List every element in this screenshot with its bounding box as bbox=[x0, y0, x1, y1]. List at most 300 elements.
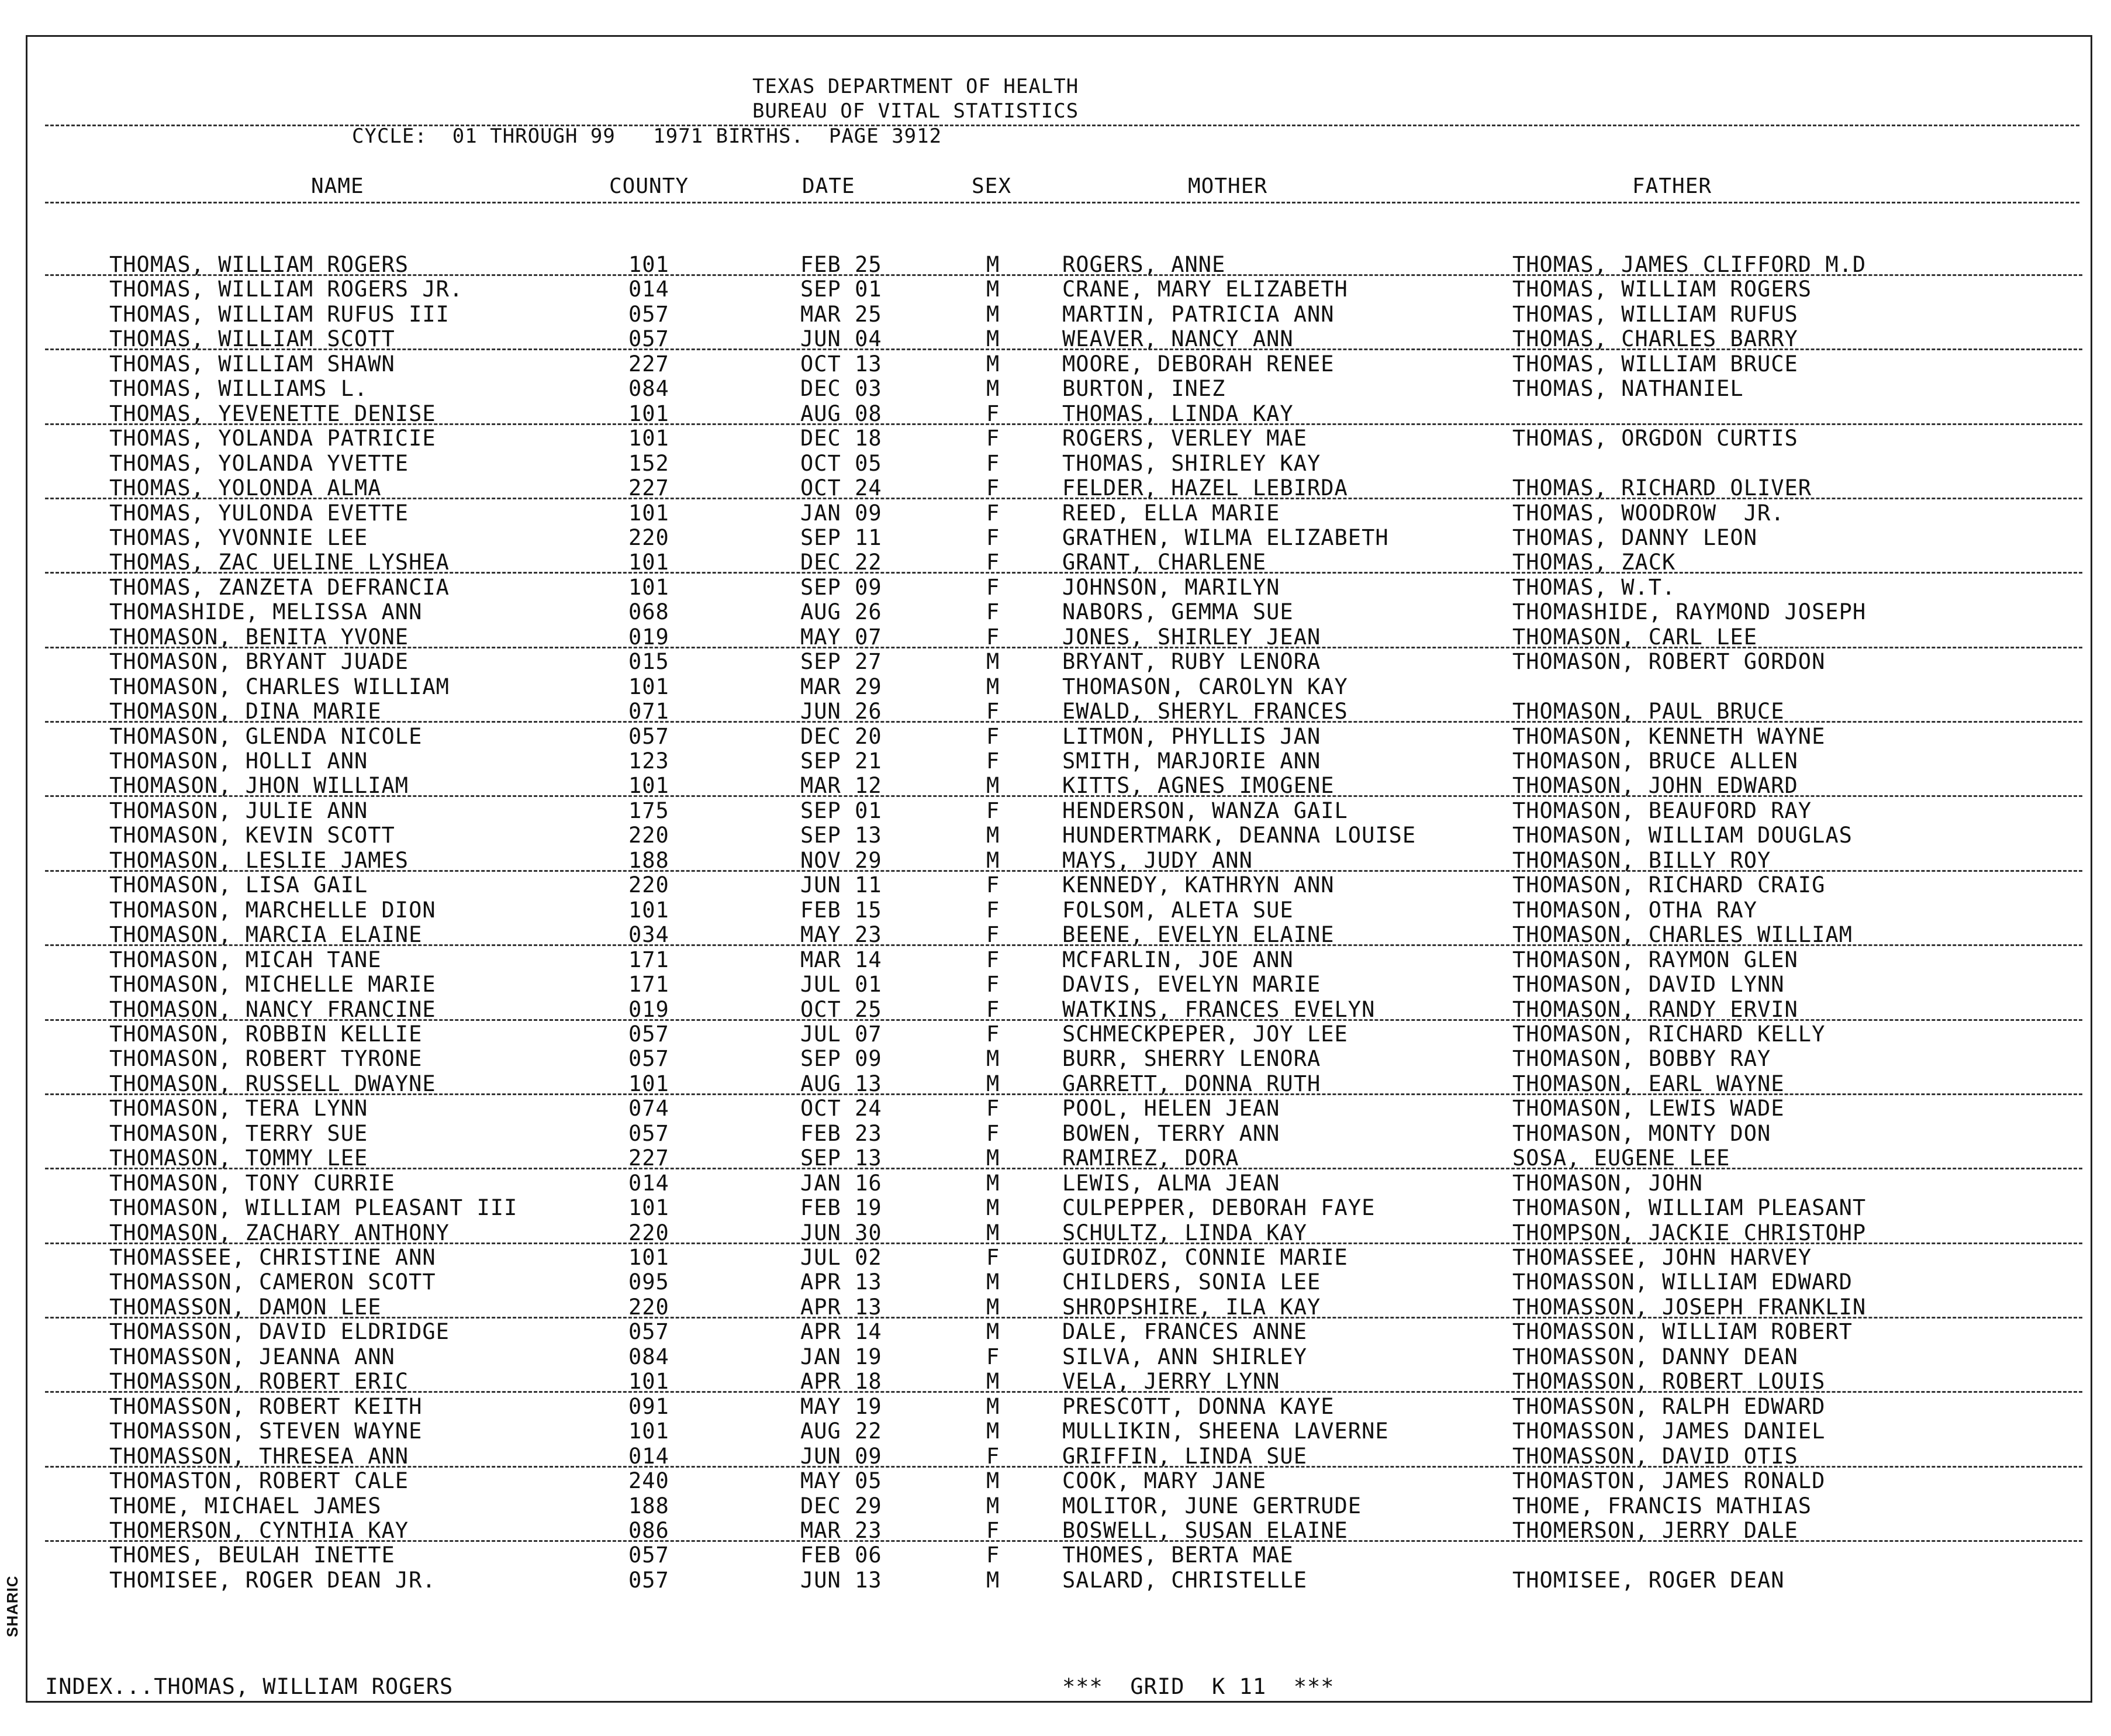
cell-mother: EWALD, SHERYL FRANCES bbox=[1062, 699, 1348, 724]
cell-sex: M bbox=[986, 1493, 1000, 1518]
table-row bbox=[27, 750, 2094, 774]
cell-sex: F bbox=[986, 972, 1000, 998]
record-sheet bbox=[26, 35, 2092, 1703]
cell-county: 086 bbox=[628, 1517, 669, 1543]
cell-date: JUN 26 bbox=[800, 699, 882, 724]
cell-mother: BOSWELL, SUSAN ELAINE bbox=[1062, 1517, 1348, 1543]
cell-county: 220 bbox=[628, 1294, 669, 1320]
cell-name: THOMAS, WILLIAM SHAWN bbox=[109, 351, 395, 377]
cell-father: THOMASSON, WILLIAM ROBERT bbox=[1512, 1319, 1853, 1345]
cell-date: JUN 30 bbox=[800, 1220, 882, 1245]
cell-name: THOMAS, YULONDA EVETTE bbox=[109, 500, 409, 526]
cell-date: FEB 15 bbox=[800, 897, 882, 923]
cell-name: THOMASON, TERA LYNN bbox=[109, 1096, 368, 1121]
cell-name: THOMASON, HOLLI ANN bbox=[109, 748, 368, 774]
cell-father: THOMASSON, JOSEPH FRANKLIN bbox=[1512, 1294, 1867, 1320]
cell-date: JUN 13 bbox=[800, 1567, 882, 1593]
cell-date: DEC 22 bbox=[800, 550, 882, 575]
table-row bbox=[27, 1147, 2094, 1171]
cell-father: THOMAS, DANNY LEON bbox=[1512, 524, 1757, 550]
cell-father: THOMASSEE, JOHN HARVEY bbox=[1512, 1245, 1812, 1270]
cell-date: MAR 12 bbox=[800, 773, 882, 799]
cell-county: 084 bbox=[628, 376, 669, 402]
cell-mother: CULPEPPER, DEBORAH FAYE bbox=[1062, 1195, 1376, 1221]
cell-date: JUL 01 bbox=[800, 972, 882, 998]
cell-sex: F bbox=[986, 500, 1000, 526]
cell-mother: RAMIREZ, DORA bbox=[1062, 1145, 1239, 1171]
cell-father: THOMPSON, JACKIE CHRISTOHP bbox=[1512, 1220, 1867, 1245]
cell-mother: MARTIN, PATRICIA ANN bbox=[1062, 301, 1335, 327]
cell-date: FEB 19 bbox=[800, 1195, 882, 1221]
cell-county: 220 bbox=[628, 524, 669, 550]
column-header-county: COUNTY bbox=[609, 174, 689, 198]
cell-mother: SCHULTZ, LINDA KAY bbox=[1062, 1220, 1307, 1245]
cell-date: OCT 24 bbox=[800, 1096, 882, 1121]
cell-county: 057 bbox=[628, 1542, 669, 1568]
table-row bbox=[27, 799, 2094, 824]
cell-name: THOMASON, MICHELLE MARIE bbox=[109, 972, 436, 998]
cell-county: 188 bbox=[628, 1493, 669, 1518]
table-row bbox=[27, 253, 2094, 278]
table-row bbox=[27, 1271, 2094, 1295]
cell-father: THOMASON, KENNETH WAYNE bbox=[1512, 723, 1826, 749]
cell-date: AUG 08 bbox=[800, 401, 882, 426]
cell-mother: SHROPSHIRE, ILA KAY bbox=[1062, 1294, 1321, 1320]
cell-date: DEC 20 bbox=[800, 723, 882, 749]
table-row bbox=[27, 477, 2094, 501]
cell-county: 015 bbox=[628, 649, 669, 675]
table-row bbox=[27, 1544, 2094, 1568]
cell-name: THOMASON, KEVIN SCOTT bbox=[109, 823, 395, 848]
cell-date: OCT 25 bbox=[800, 996, 882, 1022]
cell-name: THOMASON, TONY CURRIE bbox=[109, 1170, 395, 1196]
cell-father: THOMASSON, WILLIAM EDWARD bbox=[1512, 1269, 1853, 1295]
cell-sex: M bbox=[986, 649, 1000, 675]
cell-mother: THOMASON, CAROLYN KAY bbox=[1062, 674, 1348, 699]
table-row bbox=[27, 1072, 2094, 1097]
table-row bbox=[27, 1097, 2094, 1121]
cell-date: NOV 29 bbox=[800, 847, 882, 873]
cell-county: 220 bbox=[628, 872, 669, 898]
cell-sex: F bbox=[986, 1542, 1000, 1568]
cell-name: THOMAS, YOLONDA ALMA bbox=[109, 475, 382, 501]
cell-county: 101 bbox=[628, 574, 669, 600]
cell-mother: POOL, HELEN JEAN bbox=[1062, 1096, 1280, 1121]
table-row bbox=[27, 576, 2094, 600]
column-header-divider bbox=[45, 202, 2079, 203]
cell-father: THOMASSON, DANNY DEAN bbox=[1512, 1344, 1798, 1369]
cell-father: THOMASON, WILLIAM PLEASANT bbox=[1512, 1195, 1867, 1221]
cell-date: SEP 27 bbox=[800, 649, 882, 675]
cell-name: THOME, MICHAEL JAMES bbox=[109, 1493, 382, 1518]
column-header-name: NAME bbox=[311, 174, 364, 198]
cell-sex: M bbox=[986, 1393, 1000, 1419]
cell-father: THOMASON, LEWIS WADE bbox=[1512, 1096, 1785, 1121]
cell-date: JUN 09 bbox=[800, 1443, 882, 1469]
cell-county: 227 bbox=[628, 351, 669, 377]
cell-date: APR 14 bbox=[800, 1319, 882, 1345]
cell-sex: M bbox=[986, 674, 1000, 699]
cell-name: THOMASON, TERRY SUE bbox=[109, 1120, 368, 1146]
cell-date: DEC 29 bbox=[800, 1493, 882, 1518]
cell-name: THOMAS, WILLIAMS L. bbox=[109, 376, 368, 402]
cell-county: 057 bbox=[628, 326, 669, 352]
cell-county: 057 bbox=[628, 1567, 669, 1593]
cell-sex: M bbox=[986, 1294, 1000, 1320]
cell-county: 019 bbox=[628, 996, 669, 1022]
cell-name: THOMASON, NANCY FRANCINE bbox=[109, 996, 436, 1022]
cell-mother: SCHMECKPEPER, JOY LEE bbox=[1062, 1021, 1348, 1047]
table-row bbox=[27, 874, 2094, 898]
cell-father: THOMERSON, JERRY DALE bbox=[1512, 1517, 1798, 1543]
cell-sex: F bbox=[986, 1517, 1000, 1543]
cell-father: THOMASON, BILLY ROY bbox=[1512, 847, 1771, 873]
cell-date: MAR 14 bbox=[800, 947, 882, 972]
cell-sex: F bbox=[986, 1344, 1000, 1369]
cell-sex: M bbox=[986, 1170, 1000, 1196]
cell-sex: F bbox=[986, 1245, 1000, 1270]
cell-date: AUG 22 bbox=[800, 1419, 882, 1444]
cell-sex: M bbox=[986, 1195, 1000, 1221]
cell-sex: M bbox=[986, 1567, 1000, 1593]
cell-date: JUN 11 bbox=[800, 872, 882, 898]
table-row bbox=[27, 1047, 2094, 1072]
cell-father: THOMAS, ORGDON CURTIS bbox=[1512, 426, 1798, 451]
cell-father: THOMAS, WOODROW JR. bbox=[1512, 500, 1785, 526]
cell-date: JAN 16 bbox=[800, 1170, 882, 1196]
header-subtitle: BUREAU OF VITAL STATISTICS bbox=[752, 99, 1079, 123]
cell-mother: WEAVER, NANCY ANN bbox=[1062, 326, 1294, 352]
cell-father: THOMASON, EARL WAYNE bbox=[1512, 1071, 1785, 1096]
cell-county: 227 bbox=[628, 475, 669, 501]
table-row bbox=[27, 774, 2094, 799]
cell-county: 057 bbox=[628, 1021, 669, 1047]
table-row bbox=[27, 1221, 2094, 1246]
cell-date: SEP 13 bbox=[800, 1145, 882, 1171]
cell-date: SEP 09 bbox=[800, 1046, 882, 1072]
cell-sex: F bbox=[986, 872, 1000, 898]
cell-mother: LITMON, PHYLLIS JAN bbox=[1062, 723, 1321, 749]
table-row bbox=[27, 1420, 2094, 1444]
cell-county: 071 bbox=[628, 699, 669, 724]
table-row bbox=[27, 502, 2094, 526]
cell-sex: M bbox=[986, 1468, 1000, 1494]
table-row bbox=[27, 626, 2094, 650]
table-row bbox=[27, 849, 2094, 874]
cell-county: 057 bbox=[628, 1046, 669, 1072]
cell-sex: F bbox=[986, 401, 1000, 426]
cell-sex: F bbox=[986, 897, 1000, 923]
cell-sex: F bbox=[986, 550, 1000, 575]
cell-date: MAR 29 bbox=[800, 674, 882, 699]
cell-father: THOMASSON, ROBERT LOUIS bbox=[1512, 1369, 1826, 1395]
cell-sex: F bbox=[986, 624, 1000, 650]
cell-county: 057 bbox=[628, 301, 669, 327]
cell-county: 014 bbox=[628, 1443, 669, 1469]
cell-county: 188 bbox=[628, 847, 669, 873]
cell-county: 057 bbox=[628, 1120, 669, 1146]
table-row bbox=[27, 998, 2094, 1023]
header-title: TEXAS DEPARTMENT OF HEALTH bbox=[752, 75, 1079, 98]
cell-sex: M bbox=[986, 301, 1000, 327]
cell-mother: LEWIS, ALMA JEAN bbox=[1062, 1170, 1280, 1196]
table-row bbox=[27, 278, 2094, 302]
cell-county: 034 bbox=[628, 922, 669, 948]
cell-father: THOMAS, JAMES CLIFFORD M.D bbox=[1512, 252, 1867, 277]
footer-index: INDEX...THOMAS, WILLIAM ROGERS bbox=[45, 1674, 454, 1699]
cell-sex: M bbox=[986, 1071, 1000, 1096]
cell-county: 220 bbox=[628, 823, 669, 848]
cell-sex: M bbox=[986, 1319, 1000, 1345]
cell-county: 084 bbox=[628, 1344, 669, 1369]
cell-father: THOMASON, RICHARD CRAIG bbox=[1512, 872, 1826, 898]
table-row bbox=[27, 1122, 2094, 1147]
cell-mother: THOMAS, LINDA KAY bbox=[1062, 401, 1294, 426]
cell-date: SEP 09 bbox=[800, 574, 882, 600]
cell-mother: MOORE, DEBORAH RENEE bbox=[1062, 351, 1335, 377]
cell-name: THOMAS, ZAC UELINE LYSHEA bbox=[109, 550, 450, 575]
cell-father: THOMASON, RAYMON GLEN bbox=[1512, 947, 1798, 972]
cell-date: OCT 05 bbox=[800, 450, 882, 476]
cell-sex: F bbox=[986, 1443, 1000, 1469]
cell-sex: F bbox=[986, 426, 1000, 451]
cell-sex: F bbox=[986, 922, 1000, 948]
table-row bbox=[27, 526, 2094, 551]
cell-county: 019 bbox=[628, 624, 669, 650]
table-row bbox=[27, 1246, 2094, 1271]
cell-mother: THOMES, BERTA MAE bbox=[1062, 1542, 1294, 1568]
cell-sex: F bbox=[986, 798, 1000, 823]
cell-father: THOMAS, NATHANIEL bbox=[1512, 376, 1744, 402]
cell-county: 101 bbox=[628, 674, 669, 699]
table-row bbox=[27, 377, 2094, 402]
cell-mother: GUIDROZ, CONNIE MARIE bbox=[1062, 1245, 1348, 1270]
cell-county: 095 bbox=[628, 1269, 669, 1295]
cell-date: MAY 19 bbox=[800, 1393, 882, 1419]
table-row bbox=[27, 700, 2094, 724]
cell-mother: REED, ELLA MARIE bbox=[1062, 500, 1280, 526]
cell-name: THOMASON, JULIE ANN bbox=[109, 798, 368, 823]
cell-date: MAR 23 bbox=[800, 1517, 882, 1543]
cell-father: THOMASON, PAUL BRUCE bbox=[1512, 699, 1785, 724]
cell-date: FEB 23 bbox=[800, 1120, 882, 1146]
cell-mother: GRIFFIN, LINDA SUE bbox=[1062, 1443, 1307, 1469]
cell-date: DEC 18 bbox=[800, 426, 882, 451]
cell-father: THOMASON, RANDY ERVIN bbox=[1512, 996, 1798, 1022]
table-row bbox=[27, 948, 2094, 973]
cell-mother: MAYS, JUDY ANN bbox=[1062, 847, 1253, 873]
cell-father: THOMASSON, DAVID OTIS bbox=[1512, 1443, 1798, 1469]
cell-sex: F bbox=[986, 1096, 1000, 1121]
cell-county: 175 bbox=[628, 798, 669, 823]
cell-mother: ROGERS, ANNE bbox=[1062, 252, 1226, 277]
cell-father: THOMASSON, RALPH EDWARD bbox=[1512, 1393, 1826, 1419]
cell-father: THOMAS, CHARLES BARRY bbox=[1512, 326, 1798, 352]
cell-date: MAY 05 bbox=[800, 1468, 882, 1494]
cell-name: THOMAS, WILLIAM ROGERS bbox=[109, 252, 409, 277]
cell-county: 171 bbox=[628, 947, 669, 972]
cell-name: THOMASON, JHON WILLIAM bbox=[109, 773, 409, 799]
cell-date: FEB 25 bbox=[800, 252, 882, 277]
cell-mother: FELDER, HAZEL LEBIRDA bbox=[1062, 475, 1348, 501]
cell-sex: M bbox=[986, 1269, 1000, 1295]
cell-county: 101 bbox=[628, 1195, 669, 1221]
cell-county: 091 bbox=[628, 1393, 669, 1419]
cell-county: 101 bbox=[628, 897, 669, 923]
cell-name: THOMASTON, ROBERT CALE bbox=[109, 1468, 409, 1494]
cell-name: THOMAS, YOLANDA PATRICIE bbox=[109, 426, 436, 451]
cell-name: THOMASSON, STEVEN WAYNE bbox=[109, 1419, 423, 1444]
cell-date: DEC 03 bbox=[800, 376, 882, 402]
cell-father: THOMASHIDE, RAYMOND JOSEPH bbox=[1512, 599, 1867, 625]
cell-sex: M bbox=[986, 351, 1000, 377]
table-row bbox=[27, 923, 2094, 948]
cell-name: THOMASON, TOMMY LEE bbox=[109, 1145, 368, 1171]
cell-father: THOMASON, WILLIAM DOUGLAS bbox=[1512, 823, 1853, 848]
cell-county: 101 bbox=[628, 401, 669, 426]
table-row bbox=[27, 973, 2094, 998]
cell-county: 171 bbox=[628, 972, 669, 998]
cell-county: 152 bbox=[628, 450, 669, 476]
table-row bbox=[27, 824, 2094, 848]
cell-county: 101 bbox=[628, 550, 669, 575]
cell-date: APR 18 bbox=[800, 1369, 882, 1395]
cell-father: THOMAS, WILLIAM BRUCE bbox=[1512, 351, 1798, 377]
cell-name: THOMASSEE, CHRISTINE ANN bbox=[109, 1245, 436, 1270]
table-row bbox=[27, 675, 2094, 700]
cell-county: 014 bbox=[628, 1170, 669, 1196]
cell-date: MAY 23 bbox=[800, 922, 882, 948]
cell-name: THOMASON, RUSSELL DWAYNE bbox=[109, 1071, 436, 1096]
cell-county: 101 bbox=[628, 426, 669, 451]
cell-date: OCT 13 bbox=[800, 351, 882, 377]
table-row bbox=[27, 1395, 2094, 1420]
cell-mother: FOLSOM, ALETA SUE bbox=[1062, 897, 1294, 923]
cell-mother: PRESCOTT, DONNA KAYE bbox=[1062, 1393, 1335, 1419]
table-row bbox=[27, 327, 2094, 352]
table-row bbox=[27, 1320, 2094, 1345]
cell-name: THOMASON, MICAH TANE bbox=[109, 947, 382, 972]
cell-date: MAR 25 bbox=[800, 301, 882, 327]
cell-sex: M bbox=[986, 277, 1000, 302]
cell-county: 240 bbox=[628, 1468, 669, 1494]
cell-mother: ROGERS, VERLEY MAE bbox=[1062, 426, 1307, 451]
table-row bbox=[27, 1296, 2094, 1320]
cell-father: THOMISEE, ROGER DEAN bbox=[1512, 1567, 1785, 1593]
cell-mother: BEENE, EVELYN ELAINE bbox=[1062, 922, 1335, 948]
cell-mother: MOLITOR, JUNE GERTRUDE bbox=[1062, 1493, 1362, 1518]
cell-father: THOMAS, WILLIAM ROGERS bbox=[1512, 277, 1812, 302]
cell-mother: BURR, SHERRY LENORA bbox=[1062, 1046, 1321, 1072]
cell-sex: F bbox=[986, 1021, 1000, 1047]
cell-date: SEP 13 bbox=[800, 823, 882, 848]
cell-date: JUL 07 bbox=[800, 1021, 882, 1047]
cell-county: 014 bbox=[628, 277, 669, 302]
cell-mother: HENDERSON, WANZA GAIL bbox=[1062, 798, 1348, 823]
table-row bbox=[27, 1023, 2094, 1047]
cell-sex: M bbox=[986, 1419, 1000, 1444]
cell-county: 220 bbox=[628, 1220, 669, 1245]
cell-father: THOMAS, W.T. bbox=[1512, 574, 1676, 600]
cell-mother: SALARD, CHRISTELLE bbox=[1062, 1567, 1307, 1593]
cell-mother: KENNEDY, KATHRYN ANN bbox=[1062, 872, 1335, 898]
cell-name: THOMERSON, CYNTHIA KAY bbox=[109, 1517, 409, 1543]
table-row bbox=[27, 427, 2094, 451]
cell-sex: M bbox=[986, 773, 1000, 799]
cell-name: THOMASON, CHARLES WILLIAM bbox=[109, 674, 450, 699]
table-row bbox=[27, 725, 2094, 750]
cell-county: 074 bbox=[628, 1096, 669, 1121]
table-row bbox=[27, 353, 2094, 377]
footer-grid: *** GRID K 11 *** bbox=[1062, 1674, 1335, 1699]
cell-name: THOMASSON, ROBERT ERIC bbox=[109, 1369, 409, 1395]
cell-sex: F bbox=[986, 1120, 1000, 1146]
cell-name: THOMASON, DINA MARIE bbox=[109, 699, 382, 724]
cell-sex: F bbox=[986, 450, 1000, 476]
cell-name: THOMASON, LISA GAIL bbox=[109, 872, 368, 898]
cell-mother: HUNDERTMARK, DEANNA LOUISE bbox=[1062, 823, 1416, 848]
cell-mother: MCFARLIN, JOE ANN bbox=[1062, 947, 1294, 972]
table-row bbox=[27, 1370, 2094, 1395]
cell-sex: M bbox=[986, 823, 1000, 848]
cell-name: THOMAS, YEVENETTE DENISE bbox=[109, 401, 436, 426]
cell-date: JUN 04 bbox=[800, 326, 882, 352]
cell-county: 123 bbox=[628, 748, 669, 774]
cell-name: THOMES, BEULAH INETTE bbox=[109, 1542, 395, 1568]
table-row bbox=[27, 899, 2094, 923]
cell-sex: M bbox=[986, 847, 1000, 873]
cell-name: THOMAS, YVONNIE LEE bbox=[109, 524, 368, 550]
cell-mother: WATKINS, FRANCES EVELYN bbox=[1062, 996, 1376, 1022]
cell-county: 101 bbox=[628, 1071, 669, 1096]
cell-name: THOMISEE, ROGER DEAN JR. bbox=[109, 1567, 436, 1593]
table-row bbox=[27, 303, 2094, 327]
table-row bbox=[27, 551, 2094, 575]
cell-county: 101 bbox=[628, 1419, 669, 1444]
cell-sex: F bbox=[986, 996, 1000, 1022]
cell-date: OCT 24 bbox=[800, 475, 882, 501]
cell-mother: THOMAS, SHIRLEY KAY bbox=[1062, 450, 1321, 476]
cell-sex: M bbox=[986, 326, 1000, 352]
cell-sex: F bbox=[986, 699, 1000, 724]
cell-date: JAN 09 bbox=[800, 500, 882, 526]
cell-sex: F bbox=[986, 723, 1000, 749]
cell-name: THOMASON, GLENDA NICOLE bbox=[109, 723, 423, 749]
cell-name: THOMASSON, DAVID ELDRIDGE bbox=[109, 1319, 450, 1345]
cell-mother: VELA, JERRY LYNN bbox=[1062, 1369, 1280, 1395]
cell-mother: JONES, SHIRLEY JEAN bbox=[1062, 624, 1321, 650]
cell-father: THOMAS, WILLIAM RUFUS bbox=[1512, 301, 1798, 327]
header-divider bbox=[45, 125, 2079, 126]
cell-father: SOSA, EUGENE LEE bbox=[1512, 1145, 1730, 1171]
cell-mother: CRANE, MARY ELIZABETH bbox=[1062, 277, 1348, 302]
cell-county: 057 bbox=[628, 723, 669, 749]
cell-county: 101 bbox=[628, 252, 669, 277]
cell-mother: DAVIS, EVELYN MARIE bbox=[1062, 972, 1321, 998]
table-row bbox=[27, 1469, 2094, 1494]
cell-sex: M bbox=[986, 252, 1000, 277]
cell-mother: NABORS, GEMMA SUE bbox=[1062, 599, 1294, 625]
cell-county: 101 bbox=[628, 1245, 669, 1270]
cell-father: THOMASTON, JAMES RONALD bbox=[1512, 1468, 1826, 1494]
cell-date: AUG 26 bbox=[800, 599, 882, 625]
side-label: SHARIC bbox=[4, 1575, 21, 1637]
cell-name: THOMAS, WILLIAM RUFUS III bbox=[109, 301, 450, 327]
cell-date: JAN 19 bbox=[800, 1344, 882, 1369]
cell-mother: BRYANT, RUBY LENORA bbox=[1062, 649, 1321, 675]
cell-name: THOMASON, MARCHELLE DION bbox=[109, 897, 436, 923]
cell-sex: M bbox=[986, 1046, 1000, 1072]
